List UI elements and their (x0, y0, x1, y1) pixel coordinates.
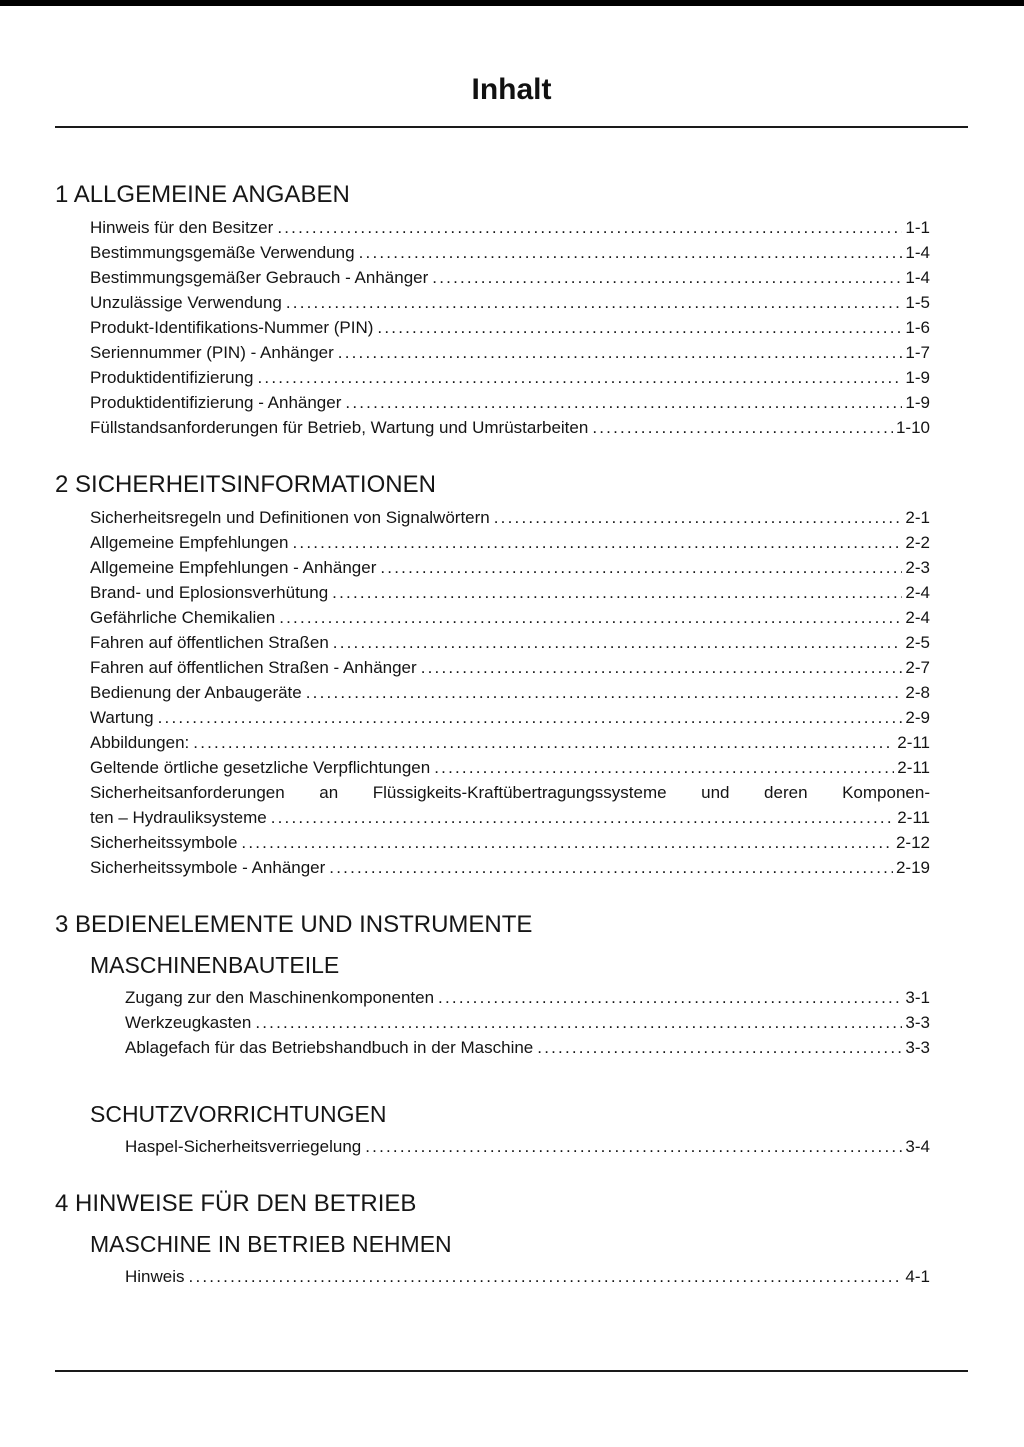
toc-entry (125, 985, 930, 1010)
toc-entry-label: Bestimmungsgemäßer Gebrauch - Anhänger (90, 268, 429, 287)
toc-entry-label: Ablagefach für das Betriebshandbuch in der Maschine (125, 1038, 534, 1057)
toc-entry (90, 265, 930, 290)
toc-leader-dots (257, 365, 902, 390)
toc-entry-page: 1-6 (905, 318, 930, 337)
toc-leader-dots (537, 1035, 902, 1060)
toc-entry-label: Haspel-Sicherheitsverriegelung (125, 1137, 362, 1156)
toc-leader-dots (286, 290, 903, 315)
toc-entry-page: 2-8 (905, 683, 930, 702)
toc-entry-list (125, 1264, 930, 1289)
toc-entry-label: Allgemeine Empfehlungen - Anhänger (90, 558, 377, 577)
toc-entry-page: 1-9 (905, 393, 930, 412)
toc-entry (90, 605, 930, 630)
scan-edge-top (0, 0, 1024, 6)
toc-entry-label: Gefährliche Chemikalien (90, 608, 276, 627)
toc-entry-list (125, 1134, 930, 1159)
toc-entry-label: ten – Hydrauliksysteme (90, 808, 267, 827)
subsection-heading: MASCHINE IN BETRIEB NEHMEN (90, 1231, 452, 1257)
section-heading: 1 ALLGEMEINE ANGABEN (55, 181, 350, 208)
toc-leader-dots (189, 1264, 903, 1289)
toc-entry-page: 2-3 (905, 558, 930, 577)
toc-leader-dots (338, 340, 903, 365)
toc (55, 180, 968, 1289)
toc-leader-dots (277, 215, 902, 240)
toc-leader-dots (193, 730, 894, 755)
toc-leader-dots (377, 315, 902, 340)
toc-entry-label: Sicherheitssymbole (90, 833, 238, 852)
toc-entry-page: 2-4 (905, 583, 930, 602)
page-title: Inhalt (471, 73, 552, 106)
toc-leader-dots (432, 265, 902, 290)
toc-entry-page: 3-4 (905, 1137, 930, 1156)
toc-entry-page: 1-5 (905, 293, 930, 312)
toc-leader-dots (279, 605, 902, 630)
toc-leader-dots (359, 240, 903, 265)
toc-leader-dots (329, 855, 893, 880)
toc-entry-page: 1-1 (905, 218, 930, 237)
toc-entry-label: Produkt-Identifikations-Nummer (PIN) (90, 318, 374, 337)
subsection-heading: MASCHINENBAUTEILE (90, 952, 340, 978)
toc-entry (90, 805, 930, 830)
toc-entry (125, 1134, 930, 1159)
toc-leader-dots (332, 580, 902, 605)
toc-leader-dots (345, 390, 902, 415)
toc-entry (125, 1035, 930, 1060)
toc-leader-dots (421, 655, 903, 680)
footer-divider (55, 1370, 968, 1372)
toc-entry-page: 1-9 (905, 368, 930, 387)
toc-entry-list (90, 505, 930, 880)
toc-entry-page: 1-4 (905, 268, 930, 287)
toc-entry (125, 1264, 930, 1289)
toc-entry-label: Abbildungen: (90, 733, 190, 752)
toc-entry-label: Sicherheitsregeln und Definitionen von Signalwörtern (90, 508, 490, 527)
title-divider (55, 126, 968, 128)
toc-entry (90, 580, 930, 605)
toc-entry-page: 1-7 (905, 343, 930, 362)
toc-leader-dots (255, 1010, 902, 1035)
toc-leader-dots (241, 830, 893, 855)
toc-entry-page: 2-4 (905, 608, 930, 627)
toc-entry-page: 3-1 (905, 988, 930, 1007)
toc-entry (90, 215, 930, 240)
section-heading: 4 HINWEISE FÜR DEN BETRIEB (55, 1190, 417, 1217)
toc-entry (90, 630, 930, 655)
toc-entry-label: Füllstandsanforderungen für Betrieb, Wartung und Umrüstarbeiten (90, 418, 589, 437)
toc-leader-dots (306, 680, 903, 705)
toc-entry-page: 2-11 (897, 808, 930, 827)
toc-entry (90, 755, 930, 780)
toc-entry-page: 2-1 (905, 508, 930, 527)
toc-entry (90, 530, 930, 555)
toc-entry-overflow-line: Sicherheitsanforderungen an Flüssigkeits-Kraftübertragungssysteme und deren Komponen- (90, 783, 930, 802)
toc-entry (90, 505, 930, 530)
toc-entry-label: Geltende örtliche gesetzliche Verpflichtungen (90, 758, 431, 777)
toc-entry (90, 555, 930, 580)
toc-entry (90, 315, 930, 340)
toc-entry (90, 240, 930, 265)
toc-entry (90, 415, 930, 440)
toc-entry (90, 290, 930, 315)
toc-entry-label: Fahren auf öffentlichen Straßen - Anhänger (90, 658, 417, 677)
toc-entry-label: Unzulässige Verwendung (90, 293, 282, 312)
toc-leader-dots (434, 755, 894, 780)
toc-entry-label: Werkzeugkasten (125, 1013, 252, 1032)
toc-entry-page: 1-10 (895, 418, 930, 437)
toc-entry (90, 365, 930, 390)
toc-entry-page: 4-1 (905, 1267, 930, 1286)
toc-entry-label: Fahren auf öffentlichen Straßen (90, 633, 329, 652)
toc-entry (125, 1010, 930, 1035)
toc-entry (90, 855, 930, 880)
toc-entry-page: 2-19 (895, 858, 930, 877)
toc-entry-page: 2-11 (897, 733, 930, 752)
toc-entry-page: 2-11 (897, 758, 930, 777)
toc-entry-label: Hinweis (125, 1267, 185, 1286)
toc-entry-page: 2-2 (905, 533, 930, 552)
section-heading: 2 SICHERHEITSINFORMATIONEN (55, 471, 436, 498)
toc-leader-dots (380, 555, 902, 580)
toc-entry-page: 1-4 (905, 243, 930, 262)
toc-entry-page: 3-3 (905, 1038, 930, 1057)
toc-leader-dots (365, 1134, 902, 1159)
toc-entry-list (90, 215, 930, 440)
toc-leader-dots (494, 505, 903, 530)
toc-entry (90, 390, 930, 415)
toc-leader-dots (271, 805, 895, 830)
toc-entry-label: Bedienung der Anbaugeräte (90, 683, 302, 702)
subsection-heading: SCHUTZVORRICHTUNGEN (90, 1101, 387, 1127)
toc-leader-dots (158, 705, 903, 730)
toc-entry-label: Sicherheitssymbole - Anhänger (90, 858, 326, 877)
toc-entry-page: 3-3 (905, 1013, 930, 1032)
toc-leader-dots (292, 530, 902, 555)
toc-entry-label: Brand- und Eplosionsverhütung (90, 583, 329, 602)
toc-entry (90, 340, 930, 365)
toc-entry-label: Wartung (90, 708, 154, 727)
toc-entry-label: Produktidentifizierung (90, 368, 254, 387)
toc-entry-page: 2-5 (905, 633, 930, 652)
toc-entry (90, 730, 930, 755)
toc-leader-dots (438, 985, 902, 1010)
toc-entry-label: Allgemeine Empfehlungen (90, 533, 289, 552)
toc-entry-label: Bestimmungsgemäße Verwendung (90, 243, 355, 262)
toc-entry (90, 655, 930, 680)
toc-entry (90, 680, 930, 705)
toc-entry-page: 2-9 (905, 708, 930, 727)
toc-entry-label: Hinweis für den Besitzer (90, 218, 274, 237)
toc-entry-label: Produktidentifizierung - Anhänger (90, 393, 342, 412)
section-heading: 3 BEDIENELEMENTE UND INSTRUMENTE (55, 911, 533, 938)
toc-entry (90, 705, 930, 730)
toc-leader-dots (333, 630, 903, 655)
toc-leader-dots (592, 415, 893, 440)
toc-entry (90, 830, 930, 855)
toc-entry-page: 2-7 (905, 658, 930, 677)
toc-entry-list (125, 985, 930, 1060)
toc-entry-page: 2-12 (895, 833, 930, 852)
toc-entry-label: Zugang zur den Maschinenkomponenten (125, 988, 435, 1007)
toc-entry-label: Seriennummer (PIN) - Anhänger (90, 343, 334, 362)
